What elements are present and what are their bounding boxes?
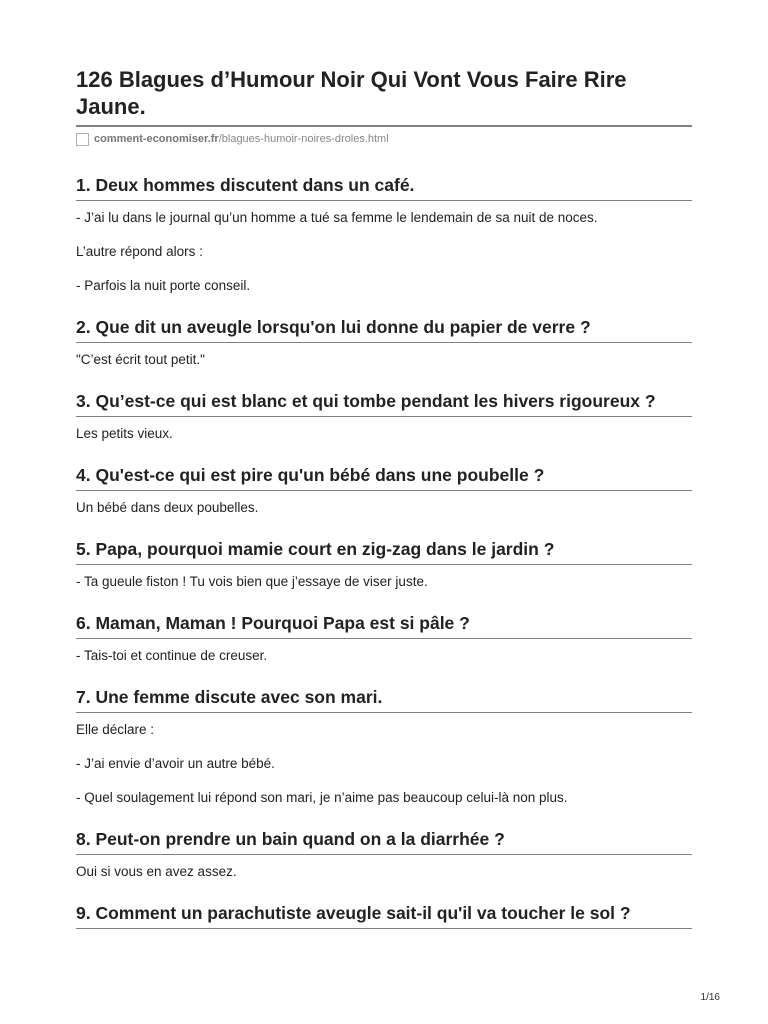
joke-item [76,903,692,929]
joke-question: 9. Comment un parachutiste aveugle sait-il qu'il va toucher le sol ? [76,903,692,929]
joke-question: 8. Peut-on prendre un bain quand on a la diarrhée ? [76,829,692,855]
joke-answer-line: "C’est écrit tout petit." [76,352,205,367]
joke-item [76,687,692,806]
joke-question: 7. Une femme discute avec son mari. [76,687,692,713]
joke-item [76,391,692,442]
joke-question: 6. Maman, Maman ! Pourquoi Papa est si pâle ? [76,613,692,639]
joke-item [76,175,692,294]
joke-answer-line: L’autre répond alors : [76,244,203,259]
joke-answer-line: - Tais-toi et continue de creuser. [76,648,268,663]
joke-question: 2. Que dit un aveugle lorsqu'on lui donne du papier de verre ? [76,317,692,343]
joke-item [76,317,692,368]
document-title: 126 Blagues d’Humour Noir Qui Vont Vous Faire Rire Jaune. [76,66,692,127]
joke-answer-line: Les petits vieux. [76,426,173,441]
source-link[interactable] [94,133,389,145]
source-domain: comment-economiser.fr [94,133,219,145]
source-path: /blagues-humoir-noires-droles.html [218,133,389,145]
joke-question: 1. Deux hommes discutent dans un café. [76,175,692,201]
page-indicator: 1/16 [700,992,720,1003]
joke-question: 4. Qu'est-ce qui est pire qu'un bébé dans une poubelle ? [76,465,692,491]
joke-answer-line: Oui si vous en avez assez. [76,864,237,879]
jokes-list [76,175,692,929]
joke-item [76,829,692,880]
source-line [76,131,692,147]
joke-answer-line: - J’ai lu dans le journal qu’un homme a tué sa femme le lendemain de sa nuit de noces. [76,210,598,225]
document-page [76,66,692,929]
joke-answer-line: - Quel soulagement lui répond son mari, je n’aime pas beaucoup celui-là non plus. [76,790,568,805]
joke-question: 3. Qu’est-ce qui est blanc et qui tombe pendant les hivers rigoureux ? [76,391,692,417]
joke-answer-line: - Ta gueule fiston ! Tu vois bien que j’essaye de viser juste. [76,574,428,589]
favicon-icon [76,133,89,146]
joke-item [76,465,692,516]
joke-answer-line: - J’ai envie d’avoir un autre bébé. [76,756,275,771]
joke-answer-line: - Parfois la nuit porte conseil. [76,278,251,293]
joke-answer-line: Elle déclare : [76,722,155,737]
joke-item [76,613,692,664]
joke-answer-line: Un bébé dans deux poubelles. [76,500,259,515]
joke-question: 5. Papa, pourquoi mamie court en zig-zag dans le jardin ? [76,539,692,565]
joke-item [76,539,692,590]
